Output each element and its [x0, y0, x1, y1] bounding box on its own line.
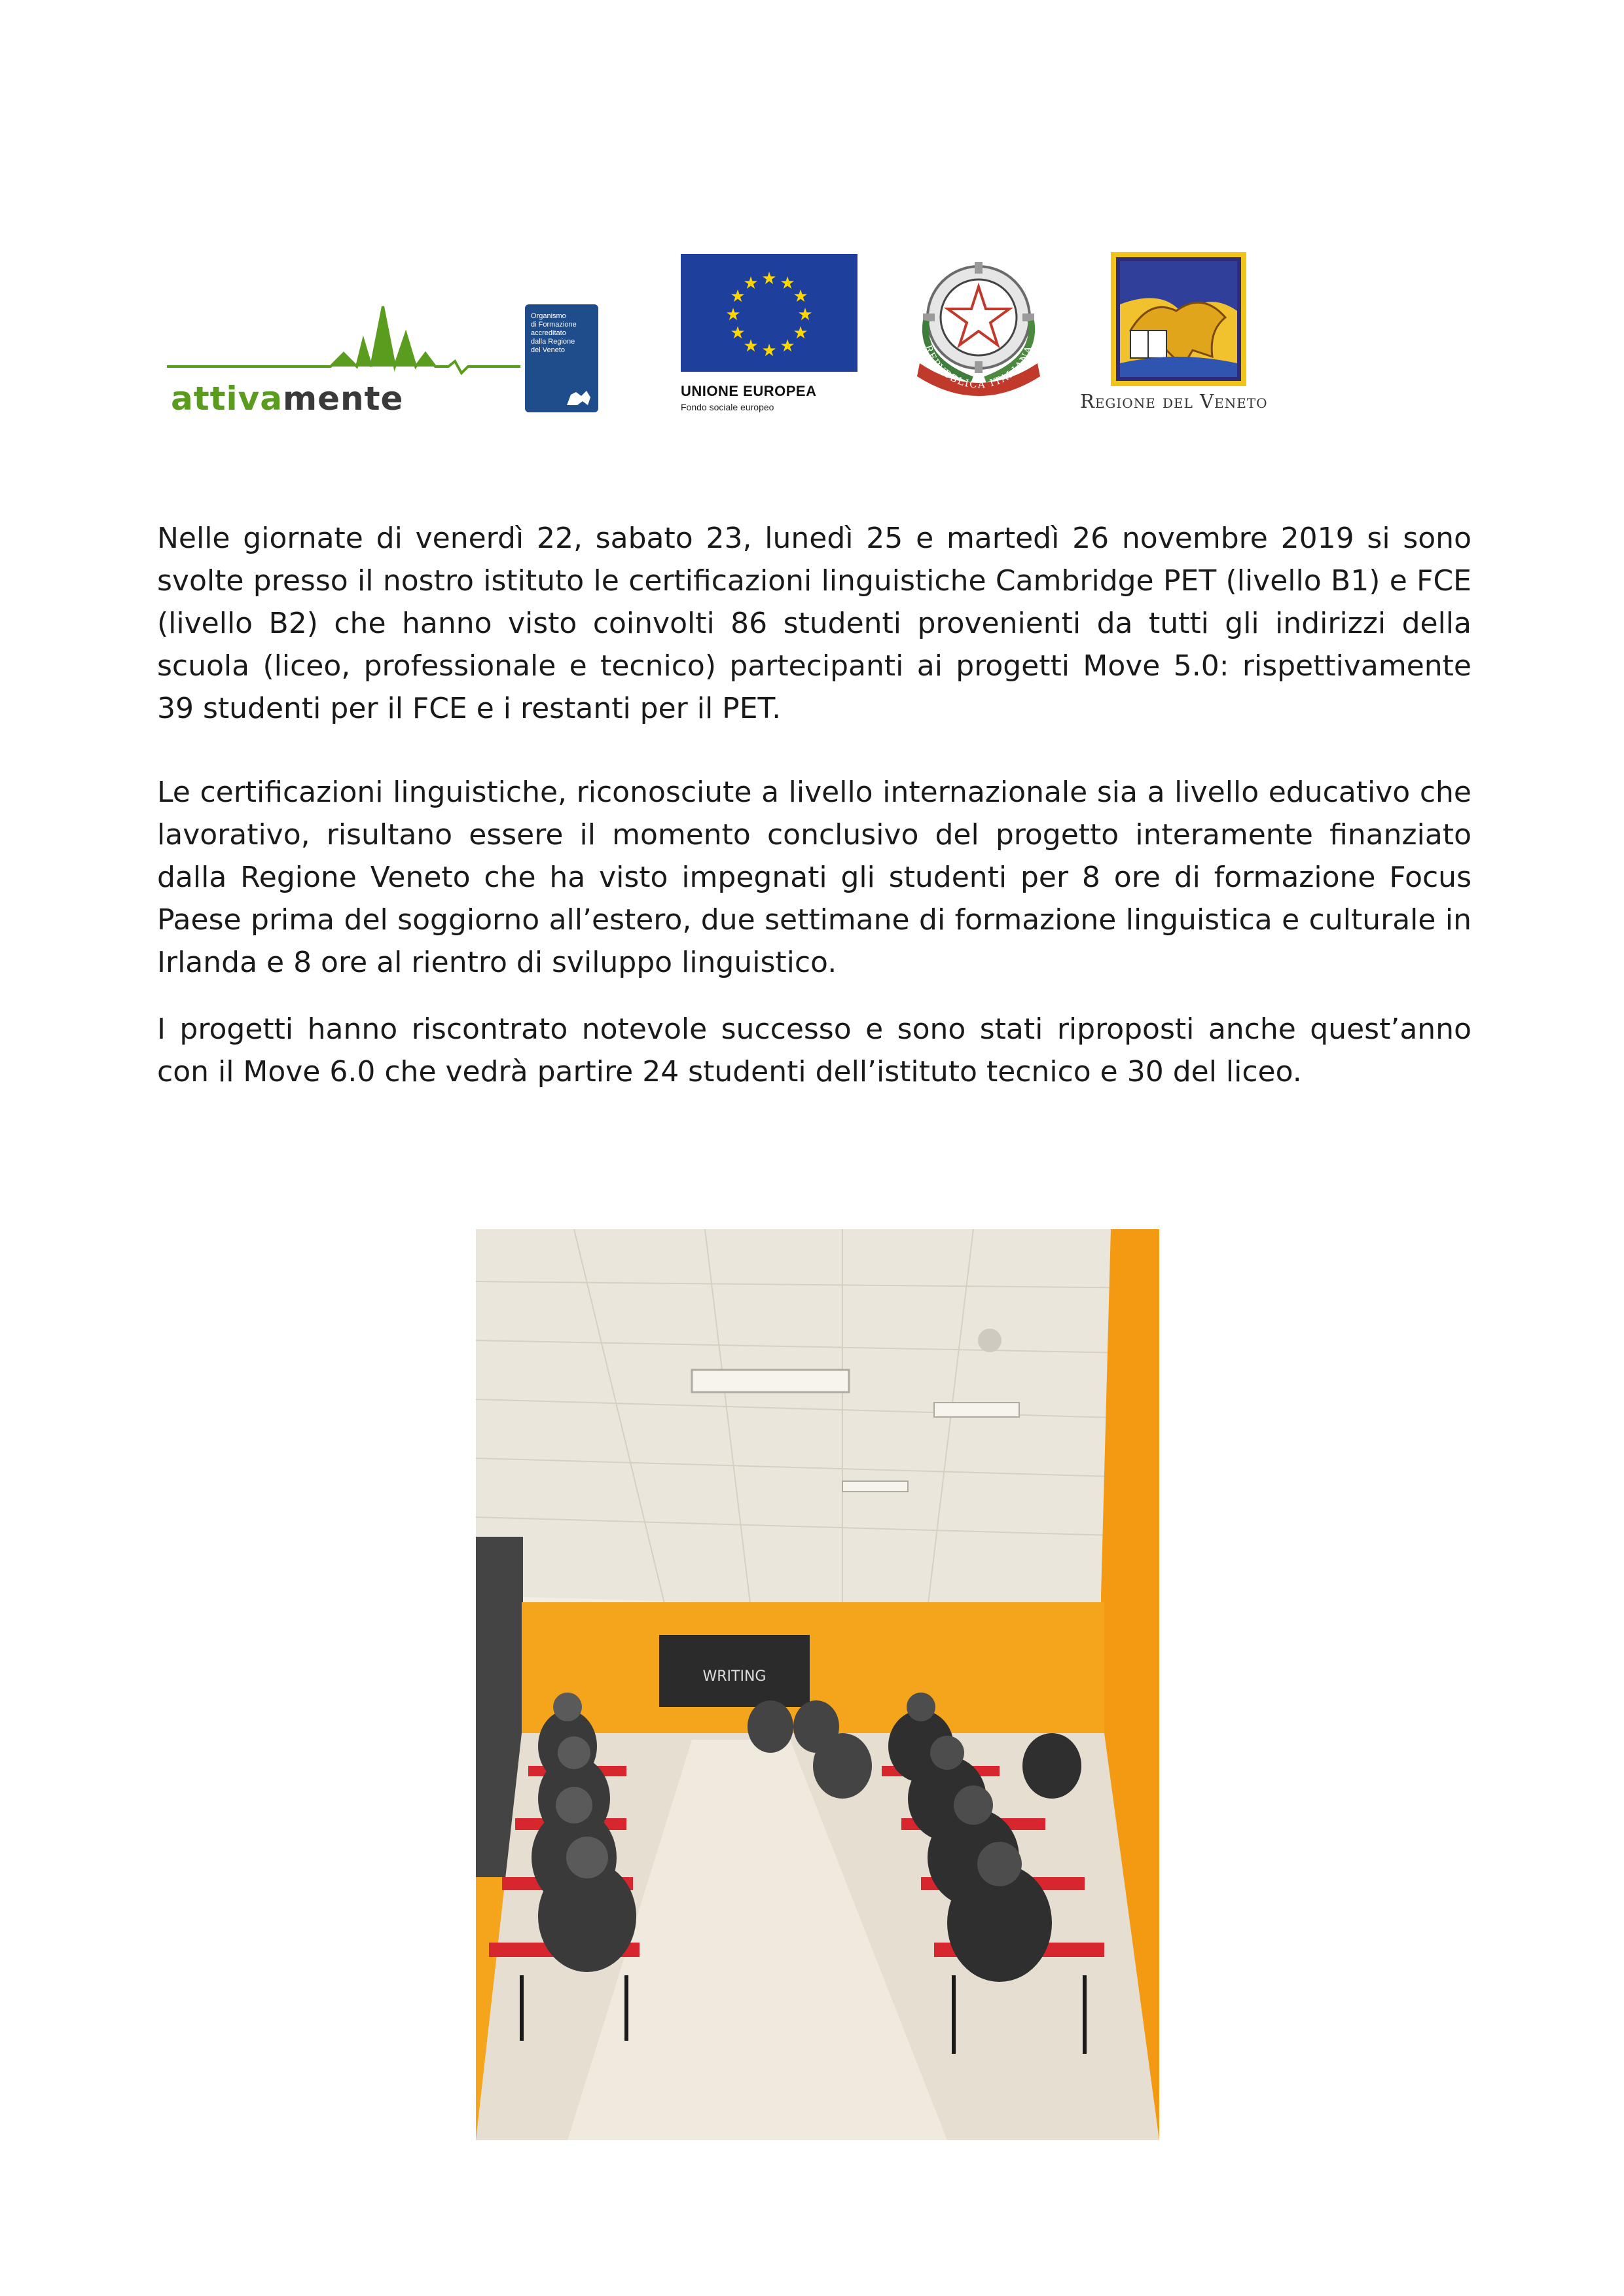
- attivamente-logo: [167, 301, 520, 419]
- attivamente-mountain-icon: [167, 301, 520, 380]
- svg-text:★: ★: [743, 274, 759, 293]
- svg-text:★: ★: [761, 269, 777, 289]
- exam-room-photo: [476, 1229, 1159, 2140]
- svg-text:★: ★: [793, 323, 808, 343]
- svg-text:★: ★: [793, 287, 808, 306]
- attivamente-part2: mente: [283, 380, 404, 418]
- svg-text:★: ★: [761, 341, 777, 361]
- emblem-ribbon-text: REPVBBLICA ITALIANA: [922, 343, 1036, 391]
- lion-icon: [564, 388, 593, 408]
- eu-flag: [681, 254, 857, 372]
- veneto-label: Regione del Veneto: [1080, 390, 1268, 412]
- svg-text:★: ★: [780, 274, 795, 293]
- article-paragraph-1: Nelle giornate di venerdì 22, sabato 23, lunedì 25 e martedì 26 novembre 2019 si sono svolte presso il nostro istituto le certificazioni linguistiche Cambridge PET (livello B1) e FCE (livello B2) che hanno visto coinvolti 86 studenti provenienti da tutti gli indirizzi della scuola (liceo, professionale e tecnico) partecipanti ai progetti Move 5.0: rispettivamente 39 studenti per il FCE e i restanti per il PET.: [157, 522, 1471, 725]
- lion-of-st-mark-icon: [1111, 252, 1246, 386]
- badge-line: di Formazione: [531, 321, 577, 329]
- attivamente-part1: attiva: [171, 380, 283, 418]
- blackboard-text: WRITING: [702, 1668, 767, 1685]
- italian-republic-emblem: [900, 249, 1057, 406]
- badge-line: accreditato: [531, 329, 566, 337]
- attivamente-wordmark: [171, 380, 403, 418]
- svg-text:★: ★: [730, 287, 746, 306]
- emblem-icon: [900, 249, 1057, 406]
- eu-label: UNIONE EUROPEA: [681, 383, 817, 399]
- eu-sublabel: Fondo sociale europeo: [681, 402, 774, 412]
- svg-text:★: ★: [725, 305, 741, 325]
- exam-room-illustration: [476, 1229, 1159, 2140]
- article-paragraph-3: I progetti hanno riscontrato notevole successo e sono stati riproposti anche quest’anno con il Move 6.0 che vedrà partire 24 studenti dell’istituto tecnico e 30 del liceo.: [157, 1013, 1471, 1088]
- svg-text:★: ★: [780, 336, 795, 356]
- article-paragraph-2: Le certificazioni linguistiche, riconosciute a livello internazionale sia a livello educativo che lavorativo, risultano essere il momento conclusivo del progetto interamente finanziato dalla Regione Veneto che ha visto impegnati gli studenti per 8 ore di formazione Focus Paese prima del soggiorno all’estero, due settimane di formazione linguistica e culturale in Irlanda e 8 ore al rientro di sviluppo linguistico.: [157, 776, 1471, 979]
- accreditation-badge-text: [531, 312, 595, 355]
- badge-line: Organismo: [531, 312, 566, 320]
- badge-line: dalla Regione: [531, 338, 575, 346]
- eu-stars-icon: [681, 254, 857, 372]
- veneto-shield: [1111, 252, 1246, 386]
- svg-text:★: ★: [743, 336, 759, 356]
- svg-text:★: ★: [730, 323, 746, 343]
- svg-text:★: ★: [797, 305, 813, 325]
- badge-line: del Veneto: [531, 346, 565, 354]
- accreditation-badge: [525, 304, 598, 412]
